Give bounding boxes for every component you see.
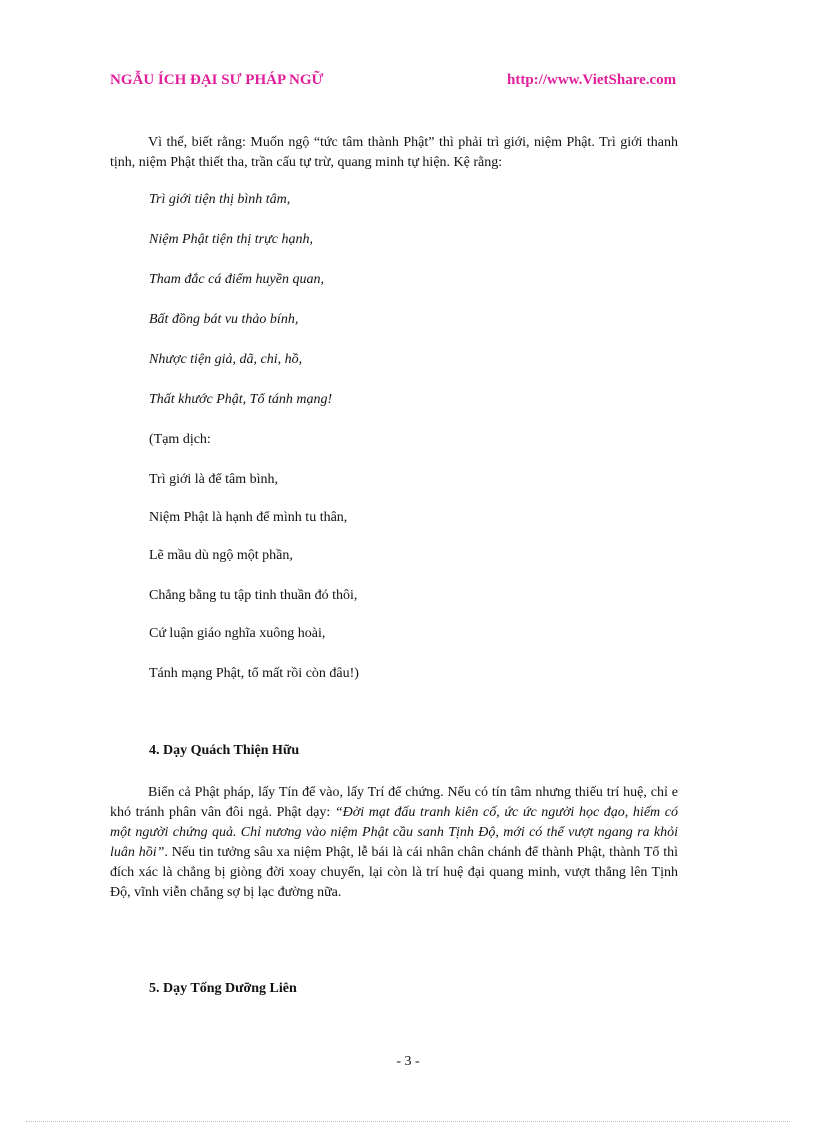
document-title: NGẪU ÍCH ĐẠI SƯ PHÁP NGỮ — [110, 72, 324, 88]
verse-line: Nhược tiện giả, dã, chi, hồ, — [149, 352, 303, 367]
translation-line: Chẳng bằng tu tập tinh thuần đó thôi, — [149, 588, 358, 603]
intro-paragraph: Vì thế, biết rằng: Muốn ngộ “tức tâm thành Phật” thì phải trì giới, niệm Phật. Trì giới thanh tịnh, niệm Phật thiết tha, trần cấu tự trừ, quang minh tự hiện. Kệ rằng: — [110, 135, 678, 170]
verse-line: Tham đắc cá điểm huyền quan, — [149, 272, 324, 287]
translation-line: (Tạm dịch: — [149, 432, 211, 447]
buddha-quote: “Đời mạt đấu tranh kiên cố, ức ức người học đạo, hiếm có một người chứng quả. Chỉ nương vào niệm Phật cầu sanh Tịnh Độ, mới có thể vượt ngang ra khỏi luân hồi” — [110, 805, 678, 860]
website-url: http://www.VietShare.com — [507, 72, 677, 88]
verse-line: Bất đồng bát vu thảo bính, — [149, 312, 299, 327]
translation-line: Trì giới là để tâm bình, — [149, 472, 278, 487]
section-heading: 4. Dạy Quách Thiện Hữu — [149, 743, 300, 758]
section4-text-before: Biển cả Phật pháp, lấy Tín để vào, lấy Trí để chứng. Nếu có tín tâm nhưng thiếu trí huệ, chỉ e khó tránh phân vân đôi ngả. Phật dạy: — [110, 785, 678, 820]
section-heading: 5. Dạy Tống Dưỡng Liên — [149, 981, 297, 996]
translation-line: Cứ luận giáo nghĩa xuông hoài, — [149, 626, 326, 641]
page-bottom-divider — [26, 1121, 790, 1122]
translation-line: Lẽ mầu dù ngộ một phần, — [149, 548, 293, 563]
section4-text-after: . Nếu tin tưởng sâu xa niệm Phật, lễ bái là cái nhân chân chánh để thành Phật, thành Tổ thì đích xác là chẳng bị giòng đời xoay chuyển, lại còn là trí huệ đại quang minh, vượt thẳng lên Tịnh Độ, vĩnh viễn chẳng sợ bị lạc đường nữa. — [110, 845, 678, 900]
page-number: - 3 - — [396, 1054, 420, 1069]
verse-line: Thất khước Phật, Tổ tánh mạng! — [149, 392, 333, 407]
verse-line: Trì giới tiện thị bình tâm, — [149, 192, 291, 207]
translation-line: Niệm Phật là hạnh để mình tu thân, — [149, 510, 348, 525]
verse-line: Niệm Phật tiện thị trực hạnh, — [149, 232, 313, 247]
translation-line: Tánh mạng Phật, tổ mất rồi còn đâu!) — [149, 666, 359, 681]
section4-paragraph — [110, 783, 678, 903]
